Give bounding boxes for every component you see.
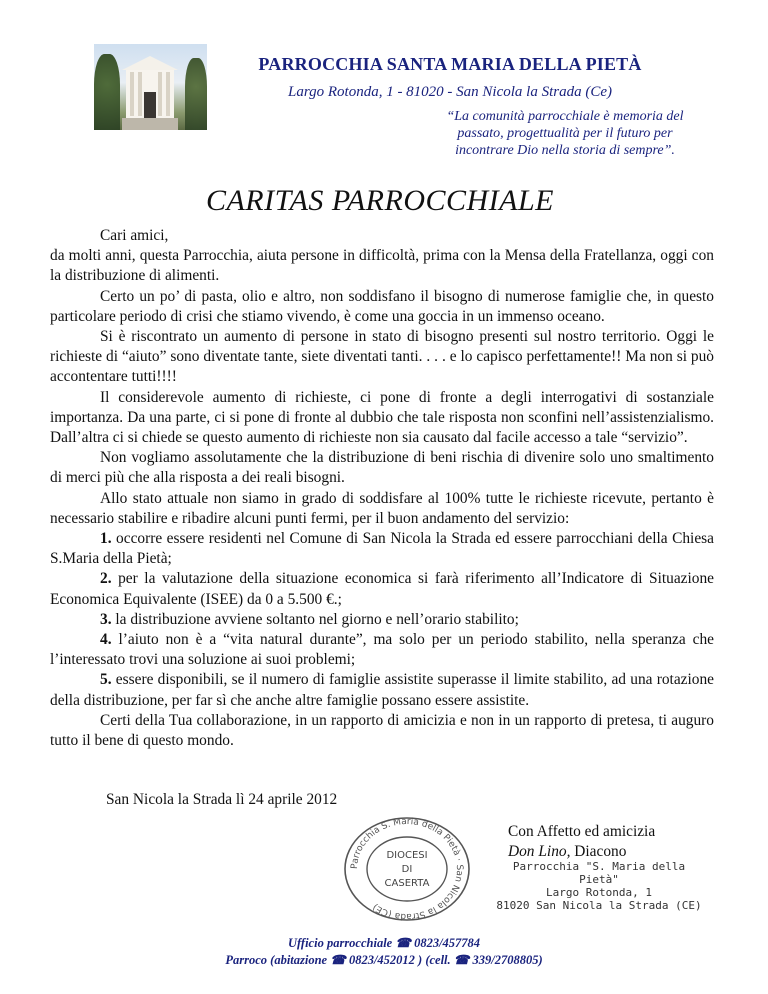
seal-line: CASERTA — [384, 878, 430, 889]
telephone-icon: ☎ — [395, 936, 411, 950]
parish-address: Largo Rotonda, 1 - 81020 - San Nicola la Strada (Ce) — [287, 84, 613, 100]
list-item: 4. l’aiuto non è a “vita natural durante”, ma solo per un periodo stabilito, nella speranza che l’interessato trovi una soluzione ai suoi problemi; — [50, 631, 714, 669]
priest-phone: Parroco (abitazione ☎ 0823/452012 ) (cell. ☎ 339/2708805) — [225, 953, 543, 967]
list-item: 1. occorre essere residenti nel Comune di San Nicola la Strada ed essere parrocchiani della Chiesa S.Maria della Pietà; — [50, 530, 714, 568]
church-photo — [94, 44, 207, 130]
list-item: 3. la distribuzione avviene soltanto nel giorno e nell’orario stabilito; — [100, 610, 519, 628]
office-phone: Ufficio parrocchiale ☎ 0823/457784 — [287, 936, 481, 950]
footer-contacts — [0, 935, 768, 969]
telephone-icon: ☎ — [330, 953, 346, 967]
list-item: 2. per la valutazione della situazione economica si farà riferimento all’Indicatore di Situazione Economica Equivalente (ISEE) da 0 a 5.500 €.; — [50, 570, 714, 608]
letter-body — [50, 226, 714, 751]
paragraph: Si è riscontrato un aumento di persone in stato di bisogno presenti sul nostro territorio. Oggi le richieste di “aiuto” sono diventate tante, siete diventati tanti. . . . e lo capisco perfettamente!! Ma non si può accontentare tutti!!!! — [50, 328, 714, 386]
paragraph: Non vogliamo assolutamente che la distribuzione di beni rischia di divenire solo uno smaltimento di merci più che alla risposta a dei reali bisogni. — [50, 449, 714, 487]
parish-stamp: Parrocchia "S. Maria della Pietà" Largo Rotonda, 1 81020 San Nicola la Strada (CE) — [496, 860, 702, 912]
signature-block — [508, 822, 655, 862]
parish-name: PARROCCHIA SANTA MARIA DELLA PIETÀ — [258, 54, 642, 74]
telephone-icon: ☎ — [453, 953, 470, 967]
paragraph: Il considerevole aumento di richieste, ci pone di fronte a degli interrogativi di sostanziale importanza. Da una parte, ci si pone di fronte al dubbio che tale risposta non sconfini nell’assistenzialismo. Dall’altra ci si chiede se questo aumento di richieste non sia causato dal facile accesso a tale “servizio”. — [50, 388, 714, 447]
letter-date: San Nicola la Strada lì 24 aprile 2012 — [106, 791, 338, 808]
list-item: 5. essere disponibili, se il numero di famiglie assistite superasse il limite stabilito, ad una rotazione della distribuzione, per far sì che anche altre famiglie possano essere assistite. — [50, 671, 714, 709]
document-title: CARITAS PARROCCHIALE — [205, 184, 555, 217]
seal-line: DI — [401, 864, 413, 875]
seal-ring-text: Parrocchia S. Maria della Pietà · San Nicola la Strada (CE) — [349, 816, 465, 922]
paragraph: Allo stato attuale non siamo in grado di soddisfare al 100% tutte le richieste ricevute, pertanto è necessario stabilire e ribadire alcuni punti fermi, per il buon andamento del servizio: — [50, 489, 714, 527]
paragraph: Certo un po’ di pasta, olio e altro, non soddisfano il bisogno di numerose famiglie che, in questo particolare periodo di crisi che stiamo vivendo, è come una goccia in un immenso oceano. — [50, 287, 714, 325]
seal-line: DIOCESI — [386, 850, 428, 861]
greeting: Cari amici, — [100, 227, 169, 244]
salutation: Con Affetto ed amicizia — [508, 823, 656, 840]
paragraph: Certi della Tua collaborazione, in un rapporto di amicizia e non in un rapporto di pretesa, ti auguro tutto il bene di questo mondo. — [50, 711, 714, 750]
diocese-seal — [340, 816, 474, 922]
signer: Don Lino, Diacono — [508, 843, 627, 860]
parish-motto: “La comunità parrocchiale è memoria del passato, progettualità per il futuro per incontrare Dio nella storia di sempre”. — [446, 109, 684, 158]
paragraph: da molti anni, questa Parrocchia, aiuta persone in difficoltà, prima con la Mensa della Fratellanza, oggi con la distribuzione di alimenti. — [50, 247, 714, 285]
